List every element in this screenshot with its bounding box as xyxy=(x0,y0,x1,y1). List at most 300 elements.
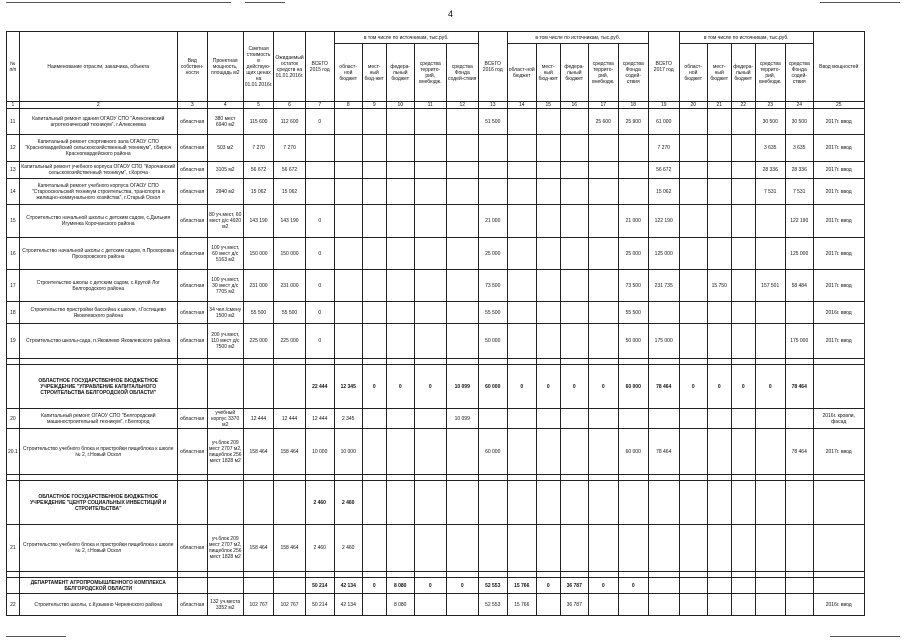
table-cell: 18 xyxy=(7,302,20,324)
table-cell xyxy=(362,238,386,270)
table-cell: областная xyxy=(177,302,207,324)
table-cell: 55 500 xyxy=(243,302,274,324)
table-cell xyxy=(478,162,507,179)
table-cell xyxy=(813,578,864,594)
table-cell xyxy=(648,481,679,525)
hdr-total-2016: ВСЕГО 2016 год xyxy=(478,32,507,102)
table-cell xyxy=(707,429,731,475)
table-cell xyxy=(707,409,731,429)
table-cell: 10 000 xyxy=(305,429,334,475)
table-cell xyxy=(731,179,755,205)
table-cell: 0 xyxy=(588,365,618,409)
table-cell: 34 чел./смену 1500 м2 xyxy=(207,302,243,324)
table-cell xyxy=(679,238,707,270)
table-cell: 503 м2 xyxy=(207,135,243,162)
table-cell xyxy=(362,205,386,238)
table-cell xyxy=(478,409,507,429)
table-cell xyxy=(386,109,414,135)
table-cell: уч.блок 209 мест 2707 м2, пищеблок 256 мест 1828 м2 xyxy=(207,429,243,475)
table-cell xyxy=(274,481,305,525)
table-cell: 2017г. ввод xyxy=(813,109,864,135)
table-cell xyxy=(334,238,362,270)
table-cell: 12 444 xyxy=(274,409,305,429)
table-cell: 8 080 xyxy=(386,594,414,616)
table-row xyxy=(7,594,865,616)
table-cell xyxy=(588,135,618,162)
table-cell: 20.1 xyxy=(7,429,20,475)
table-cell: 2016г. кровли, фасад xyxy=(813,409,864,429)
table-cell xyxy=(618,525,648,572)
table-cell: 15 766 xyxy=(507,594,536,616)
table-cell: 36 787 xyxy=(560,594,588,616)
hdr-capacity: Проектная мощность, площадь м2 xyxy=(207,32,243,102)
table-cell xyxy=(731,302,755,324)
table-cell xyxy=(386,481,414,525)
table-cell: 15 750 xyxy=(707,270,731,302)
table-cell: 2 460 xyxy=(305,481,334,525)
table-cell xyxy=(362,594,386,616)
top-rule xyxy=(6,2,231,3)
table-cell xyxy=(560,205,588,238)
table-cell xyxy=(334,109,362,135)
table-cell xyxy=(507,409,536,429)
table-cell: 102 767 xyxy=(243,594,274,616)
table-cell xyxy=(588,594,618,616)
table-cell xyxy=(507,205,536,238)
table-cell xyxy=(507,525,536,572)
table-cell xyxy=(507,162,536,179)
table-cell xyxy=(362,409,386,429)
table-cell xyxy=(588,525,618,572)
table-cell xyxy=(446,162,478,179)
hdr-ownership: Вид собствен-ности xyxy=(177,32,207,102)
table-cell: 14 xyxy=(7,179,20,205)
table-cell xyxy=(362,429,386,475)
table-row xyxy=(7,324,865,359)
table-cell: 7 270 xyxy=(274,135,305,162)
table-cell xyxy=(755,525,785,572)
table-cell: 58 484 xyxy=(785,270,813,302)
table-cell: 19 xyxy=(7,324,20,359)
table-cell: 0 xyxy=(305,270,334,302)
table-cell: 15 766 xyxy=(507,578,536,594)
table-cell xyxy=(731,409,755,429)
table-cell: 52 553 xyxy=(478,594,507,616)
hdr-total-2017: ВСЕГО 2017 год xyxy=(648,32,679,102)
table-cell: 15 062 xyxy=(243,179,274,205)
table-cell: 11 xyxy=(7,109,20,135)
table-cell: 132 уч.места 3352 м2 xyxy=(207,594,243,616)
table-cell xyxy=(334,179,362,205)
table-cell: 30 500 xyxy=(785,109,813,135)
hdr-sub: мест-ный бюд-жет xyxy=(362,44,386,102)
table-cell xyxy=(274,365,305,409)
object-name: Строительство начальной школы с детским садом, с.Дальняя Игуменка Корочанского района xyxy=(19,205,177,238)
table-cell xyxy=(536,270,560,302)
table-cell xyxy=(7,481,20,525)
table-cell: 25 000 xyxy=(478,238,507,270)
table-cell xyxy=(731,324,755,359)
table-cell xyxy=(414,594,446,616)
table-cell xyxy=(679,409,707,429)
column-number: 10 xyxy=(386,102,414,109)
column-number: 3 xyxy=(177,102,207,109)
table-cell: областная xyxy=(177,135,207,162)
table-cell xyxy=(679,302,707,324)
object-name: Строительство учебного блока и пристройки пищеблока к школе № 2, г.Новый Оскол xyxy=(19,525,177,572)
table-cell: 0 xyxy=(707,365,731,409)
table-cell xyxy=(478,179,507,205)
table-cell: 0 xyxy=(414,365,446,409)
budget-table xyxy=(6,31,865,616)
table-cell: 50 214 xyxy=(305,578,334,594)
table-cell: 158 464 xyxy=(274,429,305,475)
table-cell xyxy=(446,109,478,135)
table-cell: 56 672 xyxy=(648,162,679,179)
table-cell: 21 xyxy=(7,525,20,572)
table-cell: 20 xyxy=(7,409,20,429)
table-cell xyxy=(362,270,386,302)
table-cell xyxy=(618,594,648,616)
table-cell: 2017г. ввод xyxy=(813,205,864,238)
table-cell xyxy=(588,270,618,302)
hdr-total-2015: ВСЕГО 2015 год xyxy=(305,32,334,102)
table-row xyxy=(7,429,865,475)
table-cell xyxy=(207,365,243,409)
column-number: 15 xyxy=(536,102,560,109)
table-cell: 73 500 xyxy=(618,270,648,302)
table-cell xyxy=(386,429,414,475)
table-cell xyxy=(334,324,362,359)
table-cell xyxy=(785,481,813,525)
hdr-num: № п/п xyxy=(7,32,20,102)
hdr-sub: средства Фонда содей-ствия xyxy=(446,44,478,102)
table-cell xyxy=(755,578,785,594)
table-cell: 30 500 xyxy=(755,109,785,135)
table-cell xyxy=(7,365,20,409)
table-cell xyxy=(414,179,446,205)
table-cell xyxy=(679,135,707,162)
table-cell xyxy=(507,179,536,205)
table-cell: областная xyxy=(177,270,207,302)
table-cell: 22 xyxy=(7,594,20,616)
table-cell: 36 787 xyxy=(560,578,588,594)
table-cell xyxy=(679,162,707,179)
table-cell xyxy=(679,179,707,205)
table-cell: 157 501 xyxy=(755,270,785,302)
table-cell xyxy=(560,238,588,270)
table-cell xyxy=(507,238,536,270)
table-cell xyxy=(707,205,731,238)
table-cell: 55 500 xyxy=(478,302,507,324)
organization-name: ОБЛАСТНОЕ ГОСУДАРСТВЕННОЕ БЮДЖЕТНОЕ УЧРЕЖДЕНИЕ "УПРАВЛЕНИЕ КАПИТАЛЬНОГО СТРОИТЕЛЬСТВА БЕЛГОРОДСКОЙ ОБЛАСТИ" xyxy=(19,365,177,409)
table-cell: областная xyxy=(177,109,207,135)
table-cell xyxy=(478,481,507,525)
table-cell xyxy=(414,429,446,475)
table-row xyxy=(7,205,865,238)
table-cell xyxy=(207,481,243,525)
table-cell xyxy=(618,409,648,429)
table-cell: 12 444 xyxy=(243,409,274,429)
table-cell xyxy=(386,409,414,429)
table-cell: 10 099 xyxy=(446,365,478,409)
table-cell xyxy=(731,162,755,179)
table-cell xyxy=(707,238,731,270)
table-cell: 102 767 xyxy=(274,594,305,616)
table-cell xyxy=(707,525,731,572)
table-cell xyxy=(362,324,386,359)
column-number: 21 xyxy=(707,102,731,109)
table-cell xyxy=(785,525,813,572)
table-cell: 73 500 xyxy=(478,270,507,302)
table-cell: 21 000 xyxy=(478,205,507,238)
column-number: 2 xyxy=(19,102,177,109)
table-cell xyxy=(386,162,414,179)
table-cell xyxy=(362,525,386,572)
table-cell: 231 735 xyxy=(648,270,679,302)
page-number: 4 xyxy=(448,9,454,19)
table-cell: 7 270 xyxy=(243,135,274,162)
table-cell xyxy=(414,302,446,324)
table-cell xyxy=(446,324,478,359)
table-cell: 0 xyxy=(305,238,334,270)
table-cell xyxy=(446,302,478,324)
column-number: 16 xyxy=(560,102,588,109)
table-cell: 52 553 xyxy=(478,578,507,594)
table-cell: 0 xyxy=(731,365,755,409)
table-cell xyxy=(755,409,785,429)
object-name: Капитальный ремонт учебного корпуса ОГАОУ СПО "Старооскольский техникум строительства, транспорта и жилищно-коммунального хозяйства", г.Старый Оскол xyxy=(19,179,177,205)
table-cell: 0 xyxy=(618,578,648,594)
table-cell xyxy=(536,525,560,572)
hdr-sub: мест-ный бюд-жет xyxy=(536,44,560,102)
object-name: Капитальный ремонт спортивного зала ОГАОУ СПО "Красногвардейский сельскохозяйственный техникум", г.Бирюч Красногвардейского района xyxy=(19,135,177,162)
table-cell xyxy=(507,135,536,162)
table-cell: 122 190 xyxy=(785,205,813,238)
table-cell xyxy=(588,481,618,525)
table-cell: 42 134 xyxy=(334,578,362,594)
table-cell xyxy=(648,594,679,616)
column-number: 8 xyxy=(334,102,362,109)
hdr-sub: мест-ный бюджет xyxy=(707,44,731,102)
table-cell xyxy=(386,270,414,302)
table-cell: 60 000 xyxy=(478,429,507,475)
table-cell xyxy=(478,135,507,162)
organization-row xyxy=(7,481,865,525)
table-cell: 12 444 xyxy=(305,409,334,429)
table-cell xyxy=(731,525,755,572)
table-cell xyxy=(755,481,785,525)
table-cell xyxy=(446,135,478,162)
table-cell xyxy=(414,324,446,359)
table-cell: 0 xyxy=(386,365,414,409)
table-row xyxy=(7,409,865,429)
table-cell: 15 062 xyxy=(274,179,305,205)
table-cell xyxy=(679,324,707,359)
table-cell xyxy=(386,179,414,205)
table-cell xyxy=(446,205,478,238)
table-cell xyxy=(334,270,362,302)
column-number: 19 xyxy=(648,102,679,109)
table-cell xyxy=(536,238,560,270)
table-cell xyxy=(414,409,446,429)
table-cell xyxy=(305,135,334,162)
object-name: Строительство пристройки бассейна к школе, г.Гостищево Яковлевского района xyxy=(19,302,177,324)
table-cell xyxy=(414,162,446,179)
bottom-rule xyxy=(830,636,900,637)
table-cell: областная xyxy=(177,205,207,238)
table-cell: 143 190 xyxy=(274,205,305,238)
table-cell: 51 500 xyxy=(478,109,507,135)
table-cell xyxy=(588,429,618,475)
hdr-sub: федера-льный бюджет xyxy=(731,44,755,102)
table-cell: 8 080 xyxy=(386,578,414,594)
table-cell: 28 336 xyxy=(755,162,785,179)
table-cell: 225 000 xyxy=(274,324,305,359)
table-cell: 175 000 xyxy=(785,324,813,359)
table-cell xyxy=(731,205,755,238)
table-cell: 78 464 xyxy=(785,429,813,475)
table-cell xyxy=(536,162,560,179)
table-cell: 2940 м2 xyxy=(207,179,243,205)
table-cell: 10 099 xyxy=(446,409,478,429)
hdr-sub: федера-льный бюджет xyxy=(560,44,588,102)
table-cell: 61 000 xyxy=(648,109,679,135)
table-cell: областная xyxy=(177,525,207,572)
table-cell: 50 214 xyxy=(305,594,334,616)
table-cell: 2017г. ввод xyxy=(813,238,864,270)
table-cell xyxy=(478,525,507,572)
table-cell: 2017г. ввод xyxy=(813,270,864,302)
table-cell: 175 000 xyxy=(648,324,679,359)
table-row xyxy=(7,109,865,135)
table-cell: 0 xyxy=(560,365,588,409)
object-name: Капитальный ремонт здания ОГАОУ СПО "Алексеевский агротехнический техникум", г.Алексеевка xyxy=(19,109,177,135)
object-name: Строительство начальной школы с детским садом, п.Прохоровка Прохоровского района xyxy=(19,238,177,270)
column-number: 14 xyxy=(507,102,536,109)
table-cell xyxy=(334,302,362,324)
table-cell: 28 336 xyxy=(785,162,813,179)
table-cell xyxy=(334,162,362,179)
table-cell xyxy=(707,578,731,594)
table-cell: 60 000 xyxy=(478,365,507,409)
table-cell: 158 464 xyxy=(274,525,305,572)
table-cell: 80 уч.мест, 60 мест д/с 4920 м2 xyxy=(207,205,243,238)
table-cell xyxy=(731,429,755,475)
table-cell xyxy=(588,179,618,205)
table-cell xyxy=(536,135,560,162)
table-cell xyxy=(785,409,813,429)
table-cell xyxy=(679,429,707,475)
column-number: 20 xyxy=(679,102,707,109)
table-cell: 231 000 xyxy=(243,270,274,302)
table-cell: 2017г. ввод xyxy=(813,135,864,162)
table-cell xyxy=(707,594,731,616)
table-cell xyxy=(274,578,305,594)
table-cell xyxy=(507,270,536,302)
table-cell: 0 xyxy=(446,578,478,594)
organization-name: ДЕПАРТАМЕНТ АГРОПРОМЫШЛЕННОГО КОМПЛЕКСА БЕЛГОРОДСКОЙ ОБЛАСТИ xyxy=(19,578,177,594)
table-cell: 0 xyxy=(536,578,560,594)
table-cell xyxy=(648,302,679,324)
table-cell xyxy=(177,578,207,594)
table-cell: 78 464 xyxy=(785,365,813,409)
table-row xyxy=(7,135,865,162)
top-rule xyxy=(820,2,900,3)
table-cell: 3105 м2 xyxy=(207,162,243,179)
table-cell: 158 464 xyxy=(243,429,274,475)
table-row xyxy=(7,302,865,324)
table-cell: 2 345 xyxy=(334,409,362,429)
table-cell xyxy=(243,481,274,525)
table-cell xyxy=(679,578,707,594)
table-cell xyxy=(305,162,334,179)
table-cell xyxy=(414,525,446,572)
table-cell xyxy=(560,302,588,324)
table-cell: 200 уч.мест, 110 мест д/с 7500 м2 xyxy=(207,324,243,359)
table-cell: 2 460 xyxy=(334,481,362,525)
column-number: 11 xyxy=(414,102,446,109)
hdr-sub: област-ной бюджет xyxy=(334,44,362,102)
table-cell xyxy=(755,429,785,475)
table-cell xyxy=(386,205,414,238)
table-cell xyxy=(536,205,560,238)
table-cell: 100 уч.мест, 60 мест д/с 5163 м2 xyxy=(207,238,243,270)
table-cell xyxy=(755,594,785,616)
table-cell xyxy=(7,578,20,594)
table-cell xyxy=(588,162,618,179)
column-number: 1 xyxy=(7,102,20,109)
table-cell xyxy=(446,179,478,205)
table-cell: 42 134 xyxy=(334,594,362,616)
table-cell: 22 444 xyxy=(305,365,334,409)
table-cell xyxy=(560,429,588,475)
table-cell: 25 600 xyxy=(588,109,618,135)
table-cell xyxy=(785,578,813,594)
table-row xyxy=(7,270,865,302)
column-number: 9 xyxy=(362,102,386,109)
table-cell: 56 672 xyxy=(243,162,274,179)
table-cell xyxy=(334,135,362,162)
object-name: Строительство школы-сада, п.Яковлево Яковлевского района xyxy=(19,324,177,359)
table-cell: областная xyxy=(177,409,207,429)
table-cell xyxy=(414,481,446,525)
table-cell: 0 xyxy=(679,365,707,409)
table-cell xyxy=(560,162,588,179)
table-cell xyxy=(536,179,560,205)
table-cell xyxy=(362,135,386,162)
organization-row xyxy=(7,578,865,594)
table-cell xyxy=(707,179,731,205)
hdr-sub: средства Фонда содей-ствия xyxy=(618,44,648,102)
table-cell xyxy=(785,302,813,324)
table-cell: 12 345 xyxy=(334,365,362,409)
table-cell: 0 xyxy=(755,365,785,409)
table-cell: 2017г. ввод xyxy=(813,429,864,475)
table-cell xyxy=(507,109,536,135)
column-number: 24 xyxy=(785,102,813,109)
table-cell: 115 600 xyxy=(243,109,274,135)
table-cell: областная xyxy=(177,162,207,179)
table-cell xyxy=(536,409,560,429)
hdr-name: Наименование отрасли, заказчика, объекта xyxy=(19,32,177,102)
table-cell xyxy=(731,594,755,616)
table-cell: 16 xyxy=(7,238,20,270)
table-cell: 0 xyxy=(414,578,446,594)
table-cell xyxy=(560,109,588,135)
table-cell xyxy=(731,238,755,270)
table-cell: 60 000 xyxy=(618,365,648,409)
